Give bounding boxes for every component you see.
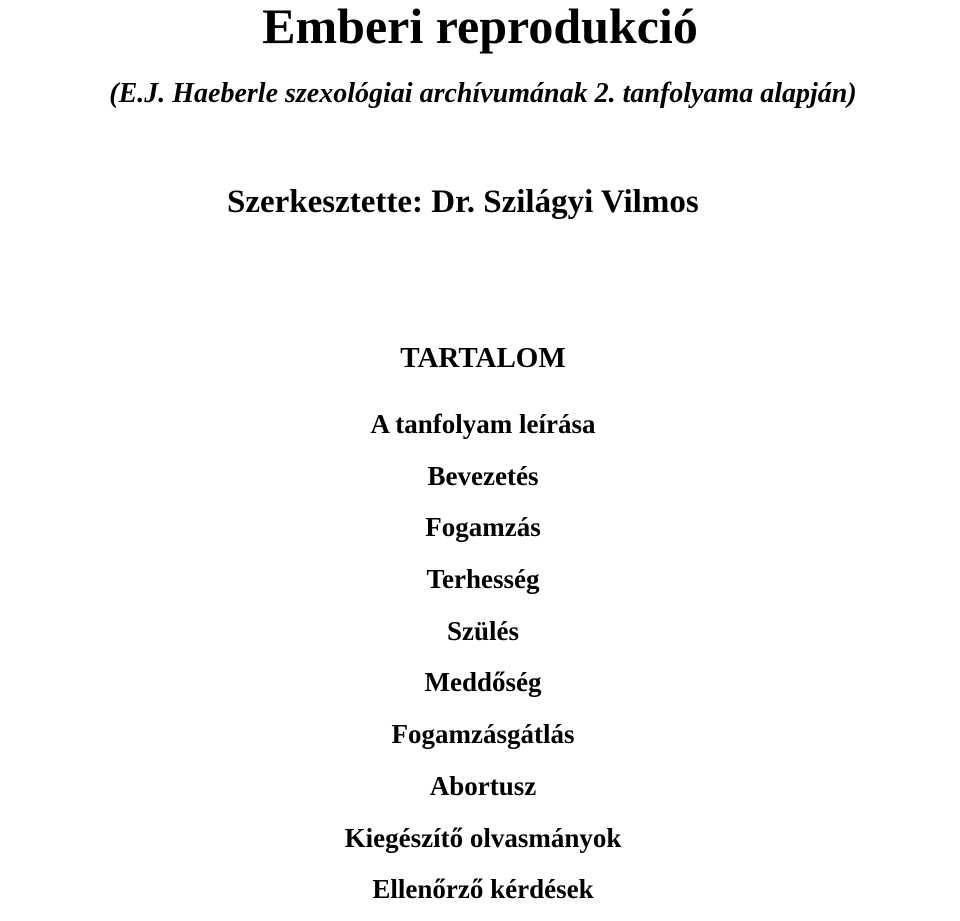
toc-item-meddoseg: Meddőség — [424, 667, 542, 698]
toc-heading: TARTALOM — [400, 342, 566, 374]
toc-item-bevezetes: Bevezetés — [427, 460, 539, 491]
toc-item-fogamzasgatlas: Fogamzásgátlás — [391, 719, 575, 750]
toc-item-tanfolyam-leirasa: A tanfolyam leírása — [370, 409, 596, 439]
toc-item-kiegeszito-olvasmanyok: Kiegészítő olvasmányok — [344, 822, 622, 853]
toc-item-fogamzas: Fogamzás — [425, 512, 541, 543]
document-subtitle: (E.J. Haeberle szexológiai archívumának 2. tanfolyama alapján) — [109, 78, 857, 109]
editor-credit: Szerkesztette: Dr. Szilágyi Vilmos — [227, 184, 699, 220]
toc-item-terhesseg: Terhesség — [426, 564, 540, 595]
table-of-contents — [0, 404, 960, 921]
toc-item-abortusz: Abortusz — [429, 770, 537, 801]
document-title: Emberi reprodukció — [262, 0, 698, 54]
toc-item-ellenorzo-kerdesek: Ellenőrző kérdések — [372, 874, 594, 905]
toc-item-szules: Szülés — [446, 615, 519, 646]
